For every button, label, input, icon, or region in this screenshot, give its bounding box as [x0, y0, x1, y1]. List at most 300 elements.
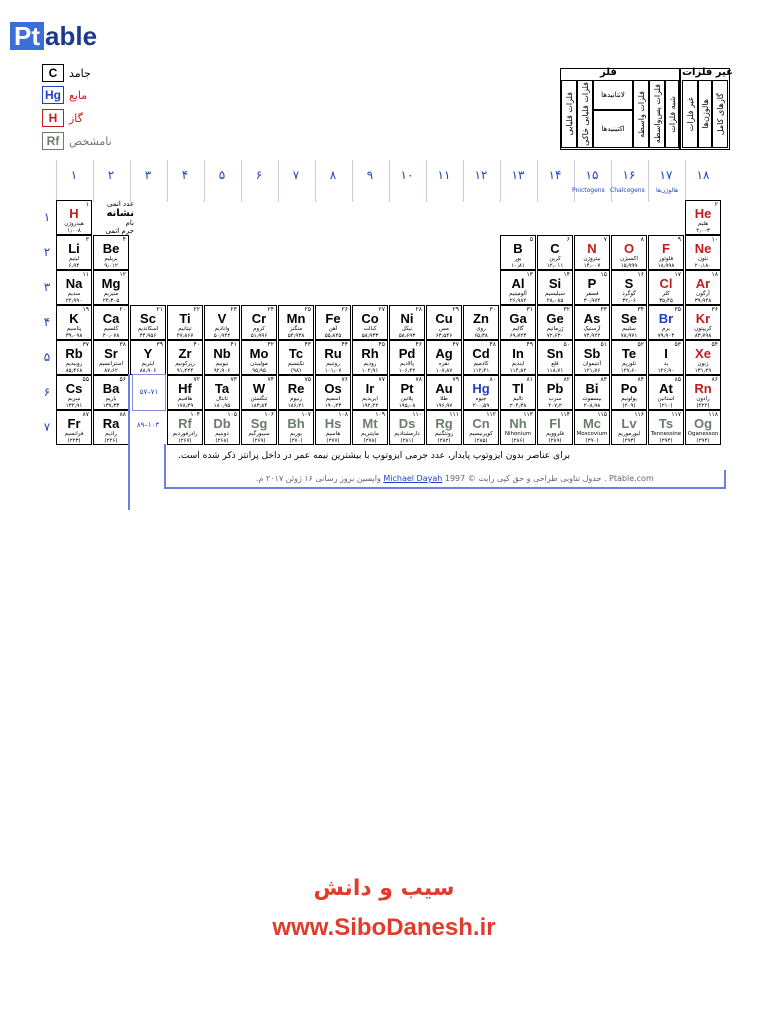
element-cell-al[interactable]	[500, 270, 536, 305]
legend-unknown-symbol: Rf	[42, 132, 64, 150]
element-name: کلسیم	[103, 326, 119, 332]
atomic-mass: ۸۷٫۶۲	[104, 368, 118, 374]
element-symbol: I	[664, 346, 668, 361]
element-cell-re[interactable]	[278, 375, 314, 410]
element-cell-ni[interactable]	[389, 305, 425, 340]
atomic-number: ۲۰	[119, 306, 126, 313]
element-symbol: Hf	[178, 381, 192, 396]
credit-line: .واپسین بروز رسانی ۱۶ ژوئن ۲۰۱۷ م Michael Dayah جدول تناوبی طراحی و حق کپی رایت © 1997 . Ptable.com	[256, 474, 654, 483]
element-cell-mg[interactable]	[93, 270, 129, 305]
atomic-mass: ۲۰۴٫۳۸	[509, 403, 527, 409]
legend-solid-label: جامد	[69, 66, 91, 80]
atomic-mass: ۳۰٫۹۷۴	[583, 298, 601, 304]
element-name: بریلیم	[104, 256, 118, 262]
element-cell-po[interactable]	[611, 375, 647, 410]
atomic-mass: ۷۹٫۹۰۴	[657, 333, 675, 339]
period-label-6[interactable]: ۶	[43, 385, 51, 399]
element-cell-ar[interactable]	[685, 270, 721, 305]
element-symbol: Nh	[509, 416, 527, 431]
element-symbol: Ca	[102, 311, 120, 326]
atomic-number: ۷۹	[452, 376, 459, 383]
atomic-mass: ۴۰٫۰۷۸	[102, 333, 120, 339]
atomic-number: ۸۸	[119, 411, 126, 418]
element-cell-bh[interactable]	[278, 410, 314, 445]
element-cell-h[interactable]	[56, 200, 92, 235]
category-post-transition[interactable]: فلزات پس‌واسطه	[649, 80, 665, 148]
category-nonmetals[interactable]: غیر فلزات	[682, 80, 698, 148]
element-cell-y[interactable]	[130, 340, 166, 375]
group-header-11[interactable]: ۱۱	[437, 168, 451, 182]
element-cell-nh[interactable]	[500, 410, 536, 445]
element-symbol: H	[69, 206, 79, 221]
element-symbol: Kr	[695, 311, 711, 326]
element-symbol: Ba	[102, 381, 120, 396]
group-header-1[interactable]: ۱	[70, 168, 78, 182]
element-symbol: Fe	[325, 311, 341, 326]
group-header-16[interactable]: ۱۶	[622, 168, 636, 182]
element-symbol: Si	[548, 276, 562, 291]
element-name: روی	[476, 326, 486, 332]
element-cell-sn[interactable]	[537, 340, 573, 375]
atomic-number: ۷۶	[341, 376, 348, 383]
atomic-mass: ۲۰۷٫۲	[548, 403, 562, 409]
period-label-1[interactable]: ۱	[43, 210, 51, 224]
atomic-number: ۷۷	[378, 376, 385, 383]
atomic-number: ۴۳	[304, 341, 311, 348]
element-name: رودیم	[363, 361, 377, 367]
element-symbol: Mt	[362, 416, 378, 431]
period-label-2[interactable]: ۲	[43, 245, 51, 259]
atomic-number: ۱۷	[674, 271, 681, 278]
atomic-mass: ۵۱٫۹۹۶	[250, 333, 268, 339]
element-cell-hf[interactable]	[167, 375, 203, 410]
element-symbol: Rf	[178, 416, 192, 431]
category-halogens[interactable]: هالوژن‌ها	[698, 80, 712, 148]
element-symbol: Y	[143, 346, 153, 361]
element-name: سزیم	[67, 396, 81, 402]
brand-url[interactable]: www.SiboDanesh.ir	[272, 914, 496, 941]
element-cell-w[interactable]	[241, 375, 277, 410]
legend-gas-label: گاز	[69, 111, 83, 125]
element-cell-zr[interactable]	[167, 340, 203, 375]
group-header-14[interactable]: ۱۴	[548, 168, 562, 182]
atomic-number: ۸	[640, 236, 644, 243]
element-cell-se[interactable]	[611, 305, 647, 340]
atomic-mass: ۲۰۰٫۵۹	[472, 403, 490, 409]
group-header-7[interactable]: ۷	[292, 168, 300, 182]
atomic-mass: ۲۲٫۹۹۰	[65, 298, 83, 304]
element-cell-nb[interactable]	[204, 340, 240, 375]
element-cell-rn[interactable]	[685, 375, 721, 410]
atomic-mass: (۲۲۳)	[67, 438, 81, 444]
element-symbol: Hs	[324, 416, 342, 431]
group-divider	[574, 160, 575, 202]
element-name: تانتال	[215, 396, 229, 402]
element-cell-cl[interactable]	[648, 270, 684, 305]
element-cell-fe[interactable]	[315, 305, 351, 340]
element-cell-ir[interactable]	[352, 375, 388, 410]
element-cell-k[interactable]	[56, 305, 92, 340]
atomic-number: ۵۱	[600, 341, 607, 348]
element-cell-ca[interactable]	[93, 305, 129, 340]
atomic-number: ۱۱۶	[634, 411, 644, 418]
element-cell-mo[interactable]	[241, 340, 277, 375]
element-symbol: Sr	[104, 346, 118, 361]
atomic-number: ۱۰۷	[301, 411, 311, 418]
category-alkaline-earth[interactable]: فلزات قلیایی خاکی	[577, 80, 593, 148]
element-name: هافنیم	[177, 396, 193, 402]
element-symbol: Mo	[249, 346, 269, 361]
period-label-3[interactable]: ۳	[43, 280, 51, 294]
atomic-mass: (۲۹۴)	[659, 438, 673, 444]
element-symbol: Co	[361, 311, 379, 326]
element-symbol: B	[513, 241, 523, 256]
atomic-mass: ۳۹٫۰۹۸	[65, 333, 83, 339]
element-symbol: Bi	[585, 381, 599, 396]
element-cell-cd[interactable]	[463, 340, 499, 375]
element-cell-ra[interactable]	[93, 410, 129, 445]
category-noble-gases[interactable]: گازهای کامل	[712, 80, 728, 148]
atomic-mass: ۹۲٫۹۰۶	[213, 368, 231, 374]
atomic-number: ۸۷	[82, 411, 89, 418]
legend-unknown-label: نامشخص	[69, 134, 112, 148]
element-cell-p[interactable]	[574, 270, 610, 305]
element-symbol: Zn	[473, 311, 489, 326]
atomic-number: ۷۳	[230, 376, 237, 383]
element-cell-he[interactable]	[685, 200, 721, 235]
element-cell-sb[interactable]	[574, 340, 610, 375]
atomic-mass: (۲۶۸)	[215, 438, 229, 444]
nonmetals-title: غیر فلزات	[682, 67, 733, 78]
element-name: فلروویم	[546, 431, 564, 437]
atomic-number: ۱۳	[526, 271, 533, 278]
group-header-2[interactable]: ۲	[107, 168, 115, 182]
element-cell-n[interactable]	[574, 235, 610, 270]
element-name: ایتریم	[141, 361, 155, 367]
element-cell-lv[interactable]	[611, 410, 647, 445]
atomic-number: ۵۴	[711, 341, 718, 348]
atomic-mass: (۲۶۹)	[252, 438, 266, 444]
element-symbol: O	[623, 241, 635, 256]
atomic-mass: ۵۴٫۹۳۸	[287, 333, 305, 339]
element-cell-rb[interactable]	[56, 340, 92, 375]
period-label-7[interactable]: ۷	[43, 420, 51, 434]
element-cell-sr[interactable]	[93, 340, 129, 375]
atomic-mass: ۱۹۶٫۹۷	[435, 403, 453, 409]
atomic-mass: (۲۸۹)	[548, 438, 562, 444]
element-symbol: Cs	[65, 381, 83, 396]
element-cell-rh[interactable]	[352, 340, 388, 375]
atomic-mass: ۱۹۵٫۰۸	[398, 403, 416, 409]
element-cell-rf[interactable]	[167, 410, 203, 445]
element-cell-ds[interactable]	[389, 410, 425, 445]
group-header-12[interactable]: ۱۲	[474, 168, 488, 182]
element-cell-in[interactable]	[500, 340, 536, 375]
category-metalloids[interactable]: شبه فلزات	[665, 80, 679, 148]
key-symbol: نشانه	[106, 208, 134, 219]
group-header-8[interactable]: ۸	[329, 168, 337, 182]
atomic-number: ۹	[677, 236, 681, 243]
element-name: کوپرنیسیم	[469, 431, 493, 437]
element-symbol: Mc	[582, 416, 602, 431]
element-cell-v[interactable]	[204, 305, 240, 340]
element-symbol: Hg	[472, 381, 490, 396]
element-cell-sc[interactable]	[130, 305, 166, 340]
element-name: ید	[663, 361, 669, 367]
element-name: جیوه	[475, 396, 487, 402]
element-name: نقره	[438, 361, 450, 367]
atomic-mass: ۱۲۷٫۶۰	[620, 368, 638, 374]
element-cell-co[interactable]	[352, 305, 388, 340]
element-symbol: Og	[693, 416, 713, 431]
element-cell-s[interactable]	[611, 270, 647, 305]
lanthanides-placeholder[interactable]: ۵۷–۷۱	[132, 374, 166, 411]
element-cell-rg[interactable]	[426, 410, 462, 445]
atomic-number: ۱۰۴	[190, 411, 200, 418]
atomic-mass: ۱۵٫۹۹۹	[620, 263, 638, 269]
element-name: پولونیم	[621, 396, 637, 402]
logo-text: able	[45, 21, 98, 51]
element-symbol: Re	[287, 381, 305, 396]
atomic-mass: ۵۰٫۹۴۲	[213, 333, 231, 339]
element-symbol: Tc	[288, 346, 304, 361]
element-name: اکسیژن	[620, 256, 638, 262]
element-symbol: Sn	[546, 346, 564, 361]
element-cell-li[interactable]	[56, 235, 92, 270]
element-cell-xe[interactable]	[685, 340, 721, 375]
element-symbol: Rb	[65, 346, 83, 361]
atomic-mass: ۱۸۳٫۸۴	[250, 403, 268, 409]
element-symbol: Tl	[512, 381, 524, 396]
atomic-mass: (۲۷۸)	[363, 438, 377, 444]
group-divider	[204, 160, 205, 202]
element-name: بیسموت	[582, 396, 602, 402]
group-header-18[interactable]: ۱۸	[696, 168, 710, 182]
element-cell-tc[interactable]	[278, 340, 314, 375]
group-header-6[interactable]: ۶	[255, 168, 263, 182]
element-cell-as[interactable]	[574, 305, 610, 340]
element-cell-ts[interactable]	[648, 410, 684, 445]
atomic-number: ۴۶	[415, 341, 422, 348]
element-cell-pd[interactable]	[389, 340, 425, 375]
element-cell-fr[interactable]	[56, 410, 92, 445]
atomic-mass: ۱۱۸٫۷۱	[546, 368, 564, 374]
element-cell-sg[interactable]	[241, 410, 277, 445]
atomic-mass: ۶۵٫۳۸	[474, 333, 488, 339]
element-cell-cs[interactable]	[56, 375, 92, 410]
atomic-mass: (۲۸۲)	[437, 438, 451, 444]
actinides-placeholder[interactable]: ۸۹–۱۰۳	[136, 421, 160, 429]
element-name: آهن	[328, 326, 338, 332]
element-cell-b[interactable]	[500, 235, 536, 270]
atomic-mass: ۲۴٫۳۰۵	[102, 298, 120, 304]
atomic-mass: ۱۹۰٫۲۳	[324, 403, 342, 409]
atomic-number: ۷۸	[415, 376, 422, 383]
group-header-3[interactable]: ۳	[144, 168, 152, 182]
element-name: گوگرد	[622, 291, 636, 297]
atomic-mass: ۱۰۷٫۸۷	[435, 368, 453, 374]
atomic-mass: ۴۷٫۸۶۷	[176, 333, 194, 339]
element-cell-cn[interactable]	[463, 410, 499, 445]
element-symbol: At	[659, 381, 673, 396]
element-name: فلوئور	[658, 256, 674, 262]
element-cell-pb[interactable]	[537, 375, 573, 410]
series-bracket-inner	[164, 444, 166, 489]
element-symbol: Ti	[179, 311, 191, 326]
atomic-mass: ۵۸٫۹۳۳	[361, 333, 379, 339]
atomic-number: ۸۲	[563, 376, 570, 383]
element-symbol: Fl	[549, 416, 561, 431]
atomic-mass: (۲۸۵)	[474, 438, 488, 444]
atomic-number: ۳۲	[563, 306, 570, 313]
atomic-number: ۷	[603, 236, 607, 243]
atomic-mass: ۸۳٫۷۹۸	[694, 333, 712, 339]
atomic-number: ۱۱۴	[560, 411, 570, 418]
element-cell-zn[interactable]	[463, 305, 499, 340]
element-name: اسکاندیم	[137, 326, 159, 332]
element-cell-i[interactable]	[648, 340, 684, 375]
atomic-number: ۱۱۸	[708, 411, 718, 418]
element-cell-hg[interactable]	[463, 375, 499, 410]
element-name: تنگستن	[250, 396, 268, 402]
element-cell-og[interactable]	[685, 410, 721, 445]
element-cell-ti[interactable]	[167, 305, 203, 340]
group-header-15[interactable]: ۱۵	[585, 168, 599, 182]
atomic-mass: ۹۵٫۹۵	[252, 368, 266, 374]
element-cell-ba[interactable]	[93, 375, 129, 410]
atomic-mass: (۲۷۰)	[289, 438, 303, 444]
atomic-number: ۷۲	[193, 376, 200, 383]
element-name: Oganesson	[687, 431, 719, 437]
author-link[interactable]: Michael Dayah	[383, 474, 443, 483]
element-cell-ga[interactable]	[500, 305, 536, 340]
element-cell-cu[interactable]	[426, 305, 462, 340]
element-cell-na[interactable]	[56, 270, 92, 305]
element-name: آرسنیک	[583, 326, 601, 332]
element-cell-db[interactable]	[204, 410, 240, 445]
atomic-mass: ۲۶٫۹۸۲	[509, 298, 527, 304]
group-header-13[interactable]: ۱۳	[511, 168, 525, 182]
key-number: عدد اتمی	[107, 200, 134, 208]
element-cell-mc[interactable]	[574, 410, 610, 445]
category-transition[interactable]: فلزات واسطه	[633, 80, 649, 148]
element-cell-ne[interactable]	[685, 235, 721, 270]
ptable-logo[interactable]	[10, 22, 97, 50]
element-symbol: N	[587, 241, 597, 256]
atomic-mass: ۱۱۴٫۸۲	[509, 368, 527, 374]
group-15-label: Pnictogens	[572, 187, 605, 194]
element-cell-kr[interactable]	[685, 305, 721, 340]
element-name: منیزیم	[103, 291, 119, 297]
element-cell-te[interactable]	[611, 340, 647, 375]
element-cell-o[interactable]	[611, 235, 647, 270]
element-symbol: Ra	[102, 416, 120, 431]
atomic-number: ۳۹	[156, 341, 163, 348]
atomic-mass: ۵۵٫۸۴۵	[324, 333, 342, 339]
element-name: وانادیم	[214, 326, 230, 332]
atomic-mass: (۲۷۷)	[326, 438, 340, 444]
group-header-4[interactable]: ۴	[181, 168, 189, 182]
element-cell-mt[interactable]	[352, 410, 388, 445]
atomic-number: ۳۰	[489, 306, 496, 313]
group-header-10[interactable]: ۱۰	[400, 168, 414, 182]
element-name: باریم	[105, 396, 117, 402]
category-actinides[interactable]: اکتینیدها	[593, 110, 633, 148]
element-name: تکنسیم	[287, 361, 305, 367]
element-cell-hs[interactable]	[315, 410, 351, 445]
element-name: سلنیم	[622, 326, 636, 332]
element-symbol: Ne	[694, 241, 712, 256]
element-cell-ag[interactable]	[426, 340, 462, 375]
period-label-4[interactable]: ۴	[43, 315, 51, 329]
element-name: تلوریم	[621, 361, 637, 367]
element-cell-be[interactable]	[93, 235, 129, 270]
atomic-number: ۲۲	[193, 306, 200, 313]
element-cell-au[interactable]	[426, 375, 462, 410]
element-cell-f[interactable]	[648, 235, 684, 270]
group-header-17[interactable]: ۱۷	[659, 168, 673, 182]
group-divider	[352, 160, 353, 202]
element-cell-ru[interactable]	[315, 340, 351, 375]
element-name: رادرفوردیم	[172, 431, 198, 437]
element-name: سیبورگیم	[248, 431, 270, 437]
category-alkali[interactable]: فلزات قلیایی	[561, 80, 577, 148]
element-cell-bi[interactable]	[574, 375, 610, 410]
atomic-number: ۵	[529, 236, 533, 243]
element-symbol: Li	[68, 241, 80, 256]
atomic-number: ۵۰	[563, 341, 570, 348]
group-17-label: هالوژن‌ها	[656, 187, 679, 194]
atomic-number: ۱۵	[600, 271, 607, 278]
element-symbol: Cr	[251, 311, 267, 326]
element-cell-tl[interactable]	[500, 375, 536, 410]
element-cell-fl[interactable]	[537, 410, 573, 445]
legend-unknown	[42, 132, 112, 150]
element-cell-si[interactable]	[537, 270, 573, 305]
period-label-5[interactable]: ۵	[43, 350, 51, 364]
element-cell-br[interactable]	[648, 305, 684, 340]
atomic-number: ۱۱۳	[523, 411, 533, 418]
atomic-mass: ۱۷۸٫۴۹	[176, 403, 194, 409]
atomic-number: ۱۶	[637, 271, 644, 278]
category-lanthanides[interactable]: لانتانیدها	[593, 80, 633, 110]
atomic-mass: ۹۱٫۲۲۴	[176, 368, 194, 374]
atomic-number: ۱۸	[711, 271, 718, 278]
element-symbol: Db	[213, 416, 231, 431]
legend-gas-symbol: H	[42, 109, 64, 127]
atomic-number: ۱۴	[563, 271, 570, 278]
element-cell-pt[interactable]	[389, 375, 425, 410]
element-symbol: C	[550, 241, 560, 256]
element-cell-at[interactable]	[648, 375, 684, 410]
atomic-number: ۵۵	[82, 376, 89, 383]
element-cell-cr[interactable]	[241, 305, 277, 340]
group-header-5[interactable]: ۵	[218, 168, 226, 182]
element-name: تیتانیم	[178, 326, 192, 332]
element-name: گالیم	[512, 326, 524, 332]
group-header-9[interactable]: ۹	[366, 168, 374, 182]
element-name: کروم	[253, 326, 265, 332]
element-symbol: Nb	[213, 346, 231, 361]
element-cell-mn[interactable]	[278, 305, 314, 340]
element-symbol: Ag	[435, 346, 453, 361]
element-cell-c[interactable]	[537, 235, 573, 270]
element-cell-os[interactable]	[315, 375, 351, 410]
element-name: دوبنیم	[215, 431, 229, 437]
element-symbol: Ts	[658, 416, 674, 431]
element-cell-ta[interactable]	[204, 375, 240, 410]
element-cell-ge[interactable]	[537, 305, 573, 340]
